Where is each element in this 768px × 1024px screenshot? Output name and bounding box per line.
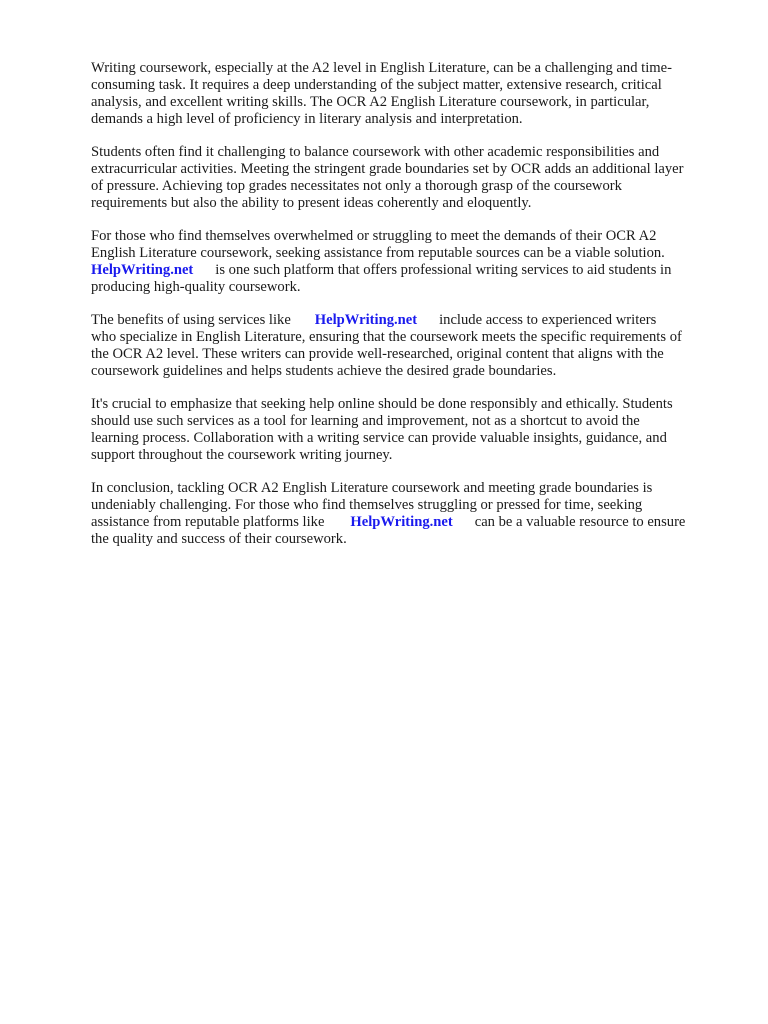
- paragraph-line: of pressure. Achieving top grades necessitates not only a thorough grasp of the coursework: [91, 178, 622, 194]
- paragraph-text: include access to experienced writers: [439, 312, 657, 328]
- paragraph-line: [91, 262, 731, 279]
- paragraph-line: analysis, and excellent writing skills. The OCR A2 English Literature coursework, in particular,: [91, 94, 650, 110]
- paragraph-line: [91, 514, 731, 531]
- paragraph-line: the OCR A2 level. These writers can provide well-researched, original content that aligns with the: [91, 346, 664, 362]
- helpwriting-link[interactable]: HelpWriting.net: [350, 514, 453, 530]
- paragraph-text: assistance from reputable platforms like: [91, 514, 325, 530]
- paragraph-2: [91, 144, 731, 212]
- paragraph-line: demands a high level of proficiency in literary analysis and interpretation.: [91, 111, 523, 127]
- paragraph-line: extracurricular activities. Meeting the stringent grade boundaries set by OCR adds an additional layer: [91, 161, 684, 177]
- paragraph-line: requirements but also the ability to present ideas coherently and eloquently.: [91, 195, 532, 211]
- document-body: [91, 60, 731, 564]
- paragraph-1: [91, 60, 731, 128]
- paragraph-line: learning process. Collaboration with a writing service can provide valuable insights, guidance, and: [91, 430, 667, 446]
- paragraph-line: producing high-quality coursework.: [91, 279, 301, 295]
- paragraph-line: English Literature coursework, seeking assistance from reputable sources can be a viable solution.: [91, 245, 665, 261]
- paragraph-line: who specialize in English Literature, ensuring that the coursework meets the specific requirements of: [91, 329, 682, 345]
- paragraph-line: It's crucial to emphasize that seeking help online should be done responsibly and ethically. Students: [91, 396, 673, 412]
- paragraph-text: can be a valuable resource to ensure: [474, 514, 686, 530]
- paragraph-line: support throughout the coursework writing journey.: [91, 447, 393, 463]
- paragraph-text: The benefits of using services like: [91, 312, 291, 328]
- paragraph-4: [91, 312, 731, 380]
- paragraph-text: is one such platform that offers professional writing services to aid students in: [215, 262, 672, 278]
- paragraph-3: [91, 228, 731, 296]
- paragraph-line: In conclusion, tackling OCR A2 English Literature coursework and meeting grade boundaries is: [91, 480, 653, 496]
- paragraph-line: [91, 312, 731, 329]
- paragraph-line: consuming task. It requires a deep understanding of the subject matter, extensive research, critical: [91, 77, 662, 93]
- paragraph-line: the quality and success of their coursework.: [91, 531, 347, 547]
- helpwriting-link[interactable]: HelpWriting.net: [314, 312, 418, 328]
- paragraph-line: undeniably challenging. For those who find themselves struggling or pressed for time, seeking: [91, 497, 643, 513]
- paragraph-5: [91, 396, 731, 464]
- paragraph-line: coursework guidelines and helps students achieve the desired grade boundaries.: [91, 363, 557, 379]
- paragraph-line: Students often find it challenging to balance coursework with other academic responsibilities and: [91, 144, 660, 160]
- helpwriting-link[interactable]: HelpWriting.net: [91, 262, 194, 278]
- paragraph-line: should use such services as a tool for learning and improvement, not as a shortcut to avoid the: [91, 413, 640, 429]
- paragraph-line: For those who find themselves overwhelmed or struggling to meet the demands of their OCR A2: [91, 228, 657, 244]
- paragraph-6: [91, 480, 731, 548]
- paragraph-line: Writing coursework, especially at the A2 level in English Literature, can be a challenging and time-: [91, 60, 672, 76]
